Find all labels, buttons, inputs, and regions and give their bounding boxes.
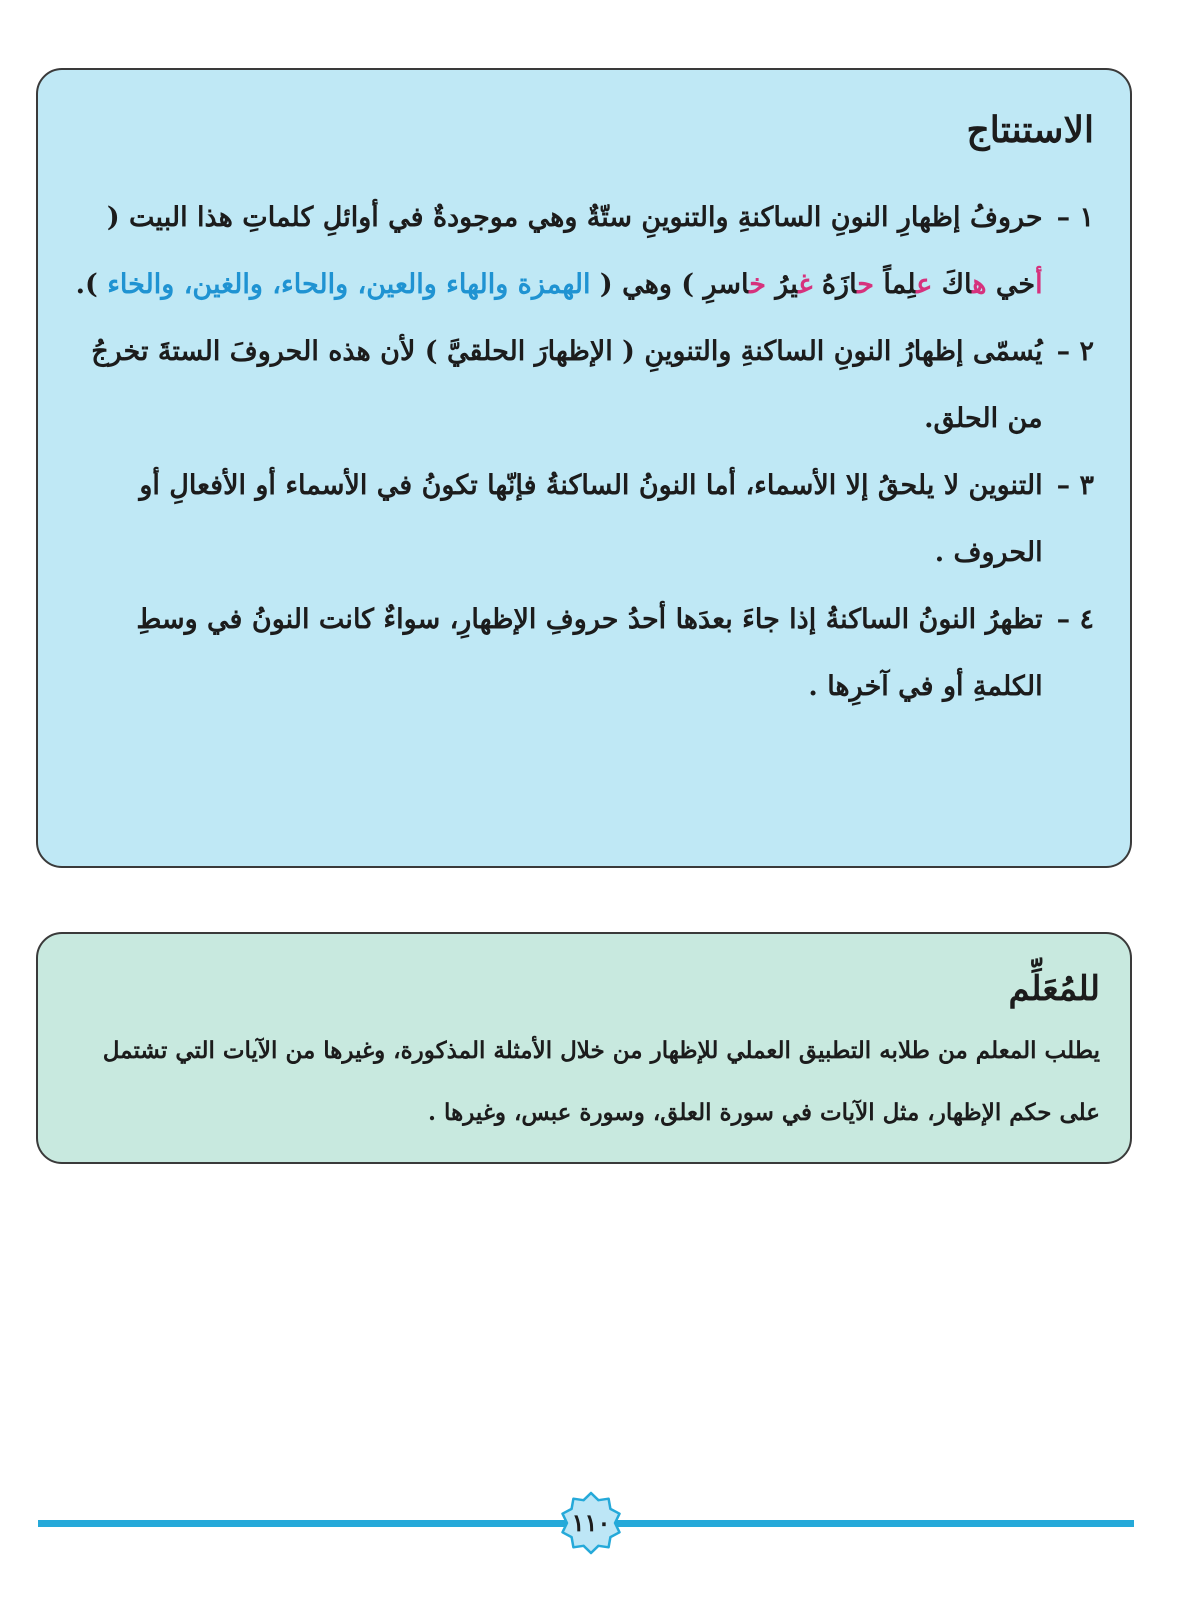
point-text <box>66 586 1043 720</box>
highlighted-text-segment: ع <box>916 269 933 300</box>
highlighted-text-segment: الهمزة والهاء والعين، والحاء، والغين، والخاء <box>107 269 591 300</box>
point-text-segment: اسرِ ) وهي ( <box>590 269 750 300</box>
teacher-note-box <box>36 932 1132 1164</box>
conclusion-points-list <box>66 184 1094 720</box>
teacher-note-title: للمُعَلِّم <box>1008 969 1100 1009</box>
conclusion-title: الاستنتاج <box>966 109 1094 151</box>
highlighted-text-segment: غ <box>798 269 813 300</box>
conclusion-point <box>66 452 1094 586</box>
point-text-segment: يرُ <box>765 269 799 300</box>
conclusion-point <box>66 586 1094 720</box>
point-number: ٤ – <box>1056 604 1094 635</box>
point-text-segment: خي <box>986 269 1036 300</box>
highlighted-text-segment: أ <box>1035 269 1043 300</box>
highlighted-text-segment: ه <box>972 269 987 300</box>
highlighted-text-segment: خ <box>749 269 766 300</box>
highlighted-text-segment: ح <box>857 269 874 300</box>
point-text-segment: تظهرُ النونُ الساكنةُ إذا جاءَ بعدَها أحدُ حروفِ الإظهارِ، سواءٌ كانت النونُ في وسطِ الكلمةِ أو في آخرِها . <box>136 604 1043 702</box>
point-number: ٢ – <box>1056 336 1094 367</box>
point-text-segment: ). <box>75 269 108 300</box>
point-text-segment: اكَ <box>932 269 973 300</box>
conclusion-point <box>66 184 1094 318</box>
point-text-segment: ازَهُ <box>812 269 858 300</box>
teacher-note-text: يطلب المعلم من طلابه التطبيق العملي للإظهار من خلال الأمثلة المذكورة، وغيرها من الآيات التي تشتمل على حكم الإظهار، مثل الآيات في سورة العلق، وسورة عبس، وغيرها . <box>102 1037 1100 1126</box>
point-text-segment: التنوين لا يلحقُ إلا الأسماء، أما النونُ الساكنةُ فإنّها تكونُ في الأسماء أو الأفعالِ أو الحروف . <box>139 470 1043 568</box>
conclusion-point <box>66 318 1094 452</box>
point-text <box>66 318 1043 452</box>
point-text-segment: لِماً <box>874 269 917 300</box>
page-number-badge <box>558 1490 624 1556</box>
point-text-segment: يُسمّى إظهارُ النونِ الساكنةِ والتنوينِ ( الإظهارَ الحلقيَّ ) لأن هذه الحروفَ الستةَ تخرجُ من الحلق. <box>91 336 1043 434</box>
point-text <box>66 184 1043 318</box>
conclusion-box <box>36 68 1132 868</box>
point-number: ٣ – <box>1056 470 1094 501</box>
point-text-segment: حروفُ إظهارِ النونِ الساكنةِ والتنوينِ ستّةٌ وهي موجودةٌ في أوائلِ كلماتِ هذا البيت ( <box>106 202 1043 233</box>
point-text <box>66 452 1043 586</box>
point-number: ١ – <box>1056 202 1094 233</box>
page-number: ١١٠ <box>571 1508 611 1537</box>
